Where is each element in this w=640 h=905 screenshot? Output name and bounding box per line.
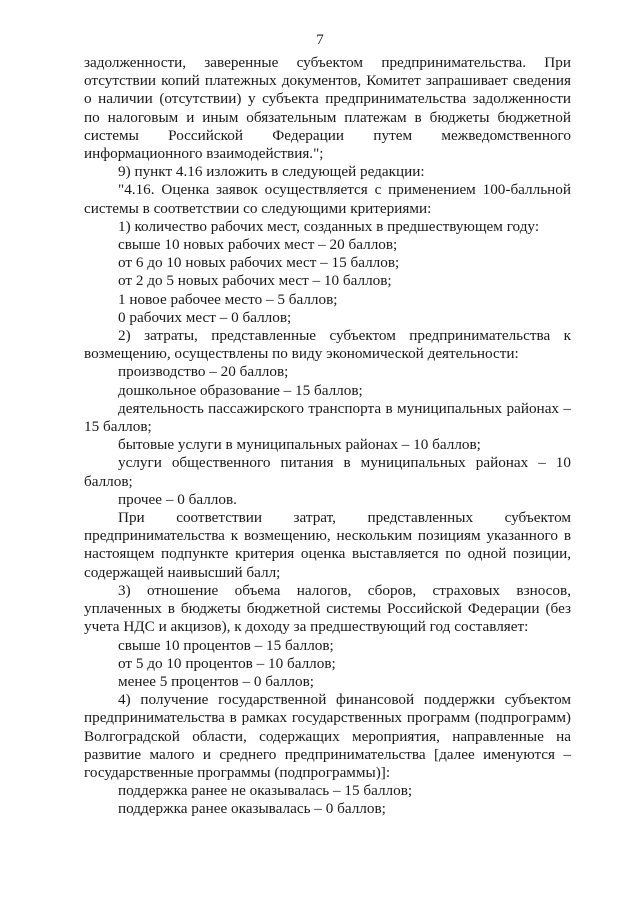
page-number: 7 (316, 32, 324, 48)
paragraph: "4.16. Оценка заявок осуществляется с применением 100-балльной системы в соответствии со следующими критериями: (84, 181, 571, 217)
paragraph: 1) количество рабочих мест, созданных в предшествующем году: (118, 217, 540, 235)
paragraph: При соответствии затрат, представленных субъектом предпринимательства к возмещению, нескольким позициям указанного в настоящем подпункте критерия оценка выставляется по одной позиции, содержащей наивысший балл; (84, 509, 571, 581)
paragraph: поддержка ранее не оказывалась – 15 баллов; (118, 782, 413, 800)
paragraph: услуги общественного питания в муниципальных районах – 10 баллов; (84, 454, 571, 490)
paragraph: 1 новое рабочее место – 5 баллов; (118, 290, 338, 308)
document-body (84, 54, 571, 819)
paragraph: 2) затраты, представленные субъектом предпринимательства к возмещению, осуществлены по виду экономической деятельности: (84, 327, 571, 363)
paragraph: 0 рабочих мест – 0 баллов; (118, 308, 292, 326)
paragraph: бытовые услуги в муниципальных районах – 10 баллов; (118, 436, 481, 454)
paragraph: свыше 10 новых рабочих мест – 20 баллов; (118, 236, 398, 254)
paragraph: 9) пункт 4.16 изложить в следующей редакции: (118, 163, 425, 181)
paragraph: свыше 10 процентов – 15 баллов; (118, 636, 334, 654)
paragraph: прочее – 0 баллов. (118, 490, 237, 508)
paragraph: деятельность пассажирского транспорта в муниципальных районах – 15 баллов; (84, 399, 571, 436)
paragraph: 4) получение государственной финансовой поддержки субъектом предпринимательства в рамках государственных программ (подпрограмм) Волгоградской области, содержащих мероприятия, направленные на развитие малого и среднего предпринимательства [далее именуются – государственные программы (подпрограммы)]: (84, 691, 571, 781)
paragraph: менее 5 процентов – 0 баллов; (118, 672, 314, 690)
paragraph: задолженности, заверенные субъектом предпринимательства. При отсутствии копий платежных документов, Комитет запрашивает сведения о наличии (отсутствии) у субъекта предпринимательства задолженности по налоговым и иным обязательным платежам в бюджеты бюджетной системы Российской Федерации путем межведомственного информационного взаимодействия."; (84, 54, 571, 163)
paragraph: дошкольное образование – 15 баллов; (118, 381, 363, 399)
paragraph: производство – 20 баллов; (118, 363, 289, 381)
paragraph: от 6 до 10 новых рабочих мест – 15 баллов; (118, 254, 400, 272)
paragraph: поддержка ранее оказывалась – 0 баллов; (118, 800, 386, 818)
paragraph: от 5 до 10 процентов – 10 баллов; (118, 654, 336, 672)
paragraph: 3) отношение объема налогов, сборов, страховых взносов, уплаченных в бюджеты бюджетной системы Российской Федерации (без учета НДС и акцизов), к доходу за предшествующий год составляет: (84, 581, 571, 636)
paragraph: от 2 до 5 новых рабочих мест – 10 баллов; (118, 272, 392, 290)
